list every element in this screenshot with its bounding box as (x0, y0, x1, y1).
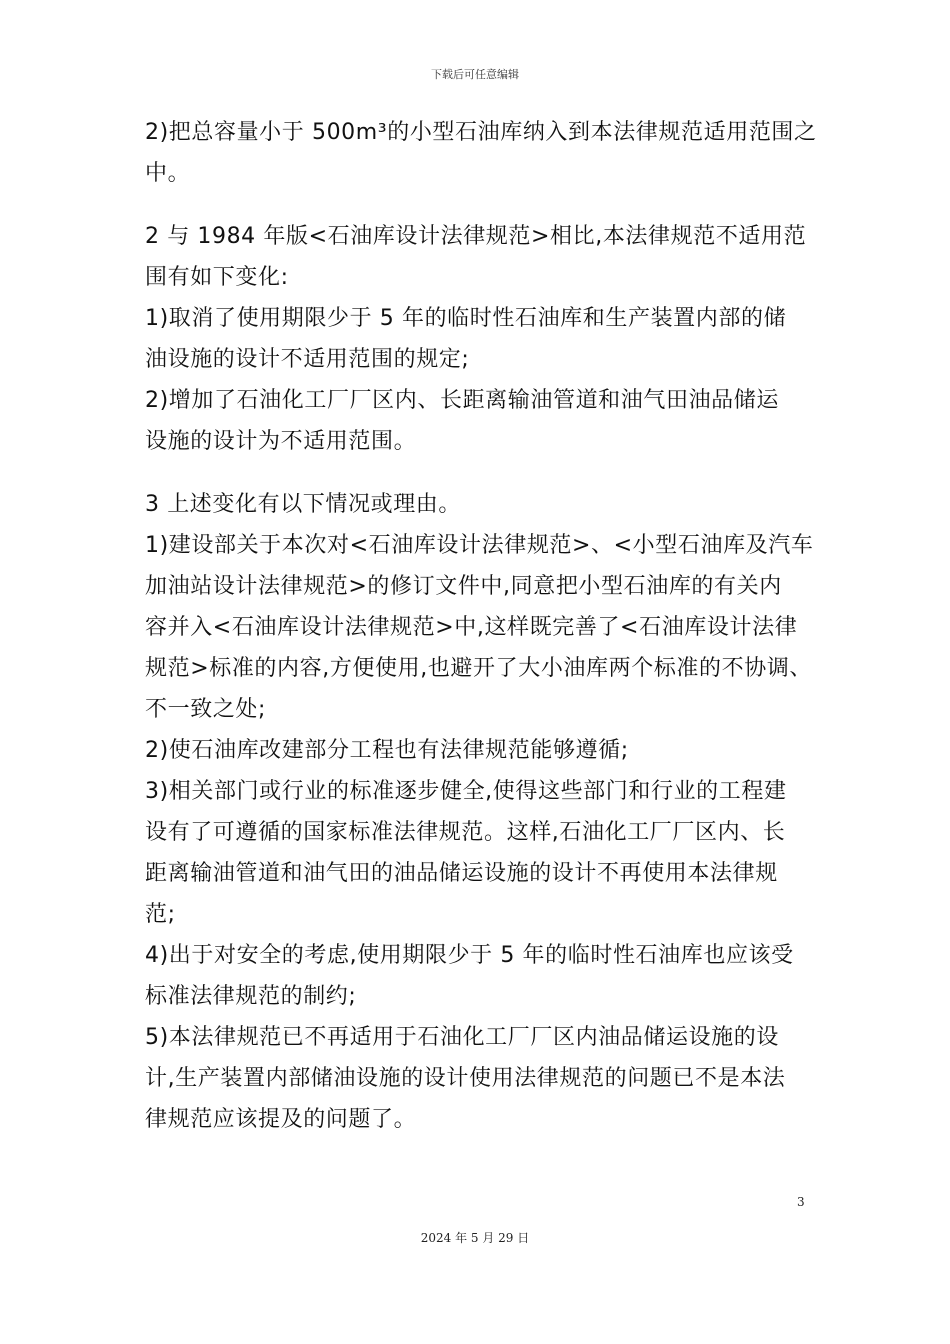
text-line: 加油站设计法律规范>的修订文件中,同意把小型石油库的有关内 (145, 574, 782, 599)
text-line: 规范>标准的内容,方便使用,也避开了大小油库两个标准的不协调、 (145, 656, 813, 681)
text-line: 3 上述变化有以下情况或理由。 (145, 492, 461, 517)
text-line: 2)把总容量小于 500m³的小型石油库纳入到本法律规范适用范围之 (145, 120, 817, 145)
text-line: 围有如下变化: (145, 265, 289, 290)
text-line: 设施的设计为不适用范围。 (145, 429, 417, 454)
text-line: 1)取消了使用期限少于 5 年的临时性石油库和生产装置内部的储 (145, 306, 787, 331)
text-line: 标准法律规范的制约; (145, 984, 357, 1009)
paragraph (145, 216, 825, 462)
page-number: 3 (797, 1195, 805, 1209)
page-date: 2024 年 5 月 29 日 (420, 1231, 530, 1245)
text-line: 范; (145, 902, 176, 927)
page-header: 下载后可任意编辑 (431, 68, 519, 81)
text-line: 1)建设部关于本次对<石油库设计法律规范>、<小型石油库及汽车 (145, 533, 814, 558)
text-line: 设有了可遵循的国家标准法律规范。这样,石油化工厂厂区内、长 (145, 820, 786, 845)
text-line: 律规范应该提及的问题了。 (145, 1107, 417, 1132)
text-line: 距离输油管道和油气田的油品储运设施的设计不再使用本法律规 (145, 861, 778, 886)
paragraph-gap (145, 462, 825, 484)
text-line: 2)使石油库改建部分工程也有法律规范能够遵循; (145, 738, 629, 763)
text-line: 2)增加了石油化工厂厂区内、长距离输油管道和油气田油品储运 (145, 388, 779, 413)
text-line: 不一致之处; (145, 697, 267, 722)
paragraph (145, 112, 825, 194)
text-line: 计,生产装置内部储油设施的设计使用法律规范的问题已不是本法 (145, 1066, 786, 1091)
body-text (145, 112, 825, 1140)
text-line: 4)出于对安全的考虑,使用期限少于 5 年的临时性石油库也应该受 (145, 943, 794, 968)
text-line: 5)本法律规范已不再适用于石油化工厂厂区内油品储运设施的设 (145, 1025, 779, 1050)
text-line: 中。 (145, 161, 191, 186)
paragraph (145, 484, 825, 1140)
text-line: 油设施的设计不适用范围的规定; (145, 347, 470, 372)
paragraph-gap (145, 194, 825, 216)
text-line: 2 与 1984 年版<石油库设计法律规范>相比,本法律规范不适用范 (145, 224, 807, 249)
text-line: 3)相关部门或行业的标准逐步健全,使得这些部门和行业的工程建 (145, 779, 787, 804)
text-line: 容并入<石油库设计法律规范>中,这样既完善了<石油库设计法律 (145, 615, 798, 640)
